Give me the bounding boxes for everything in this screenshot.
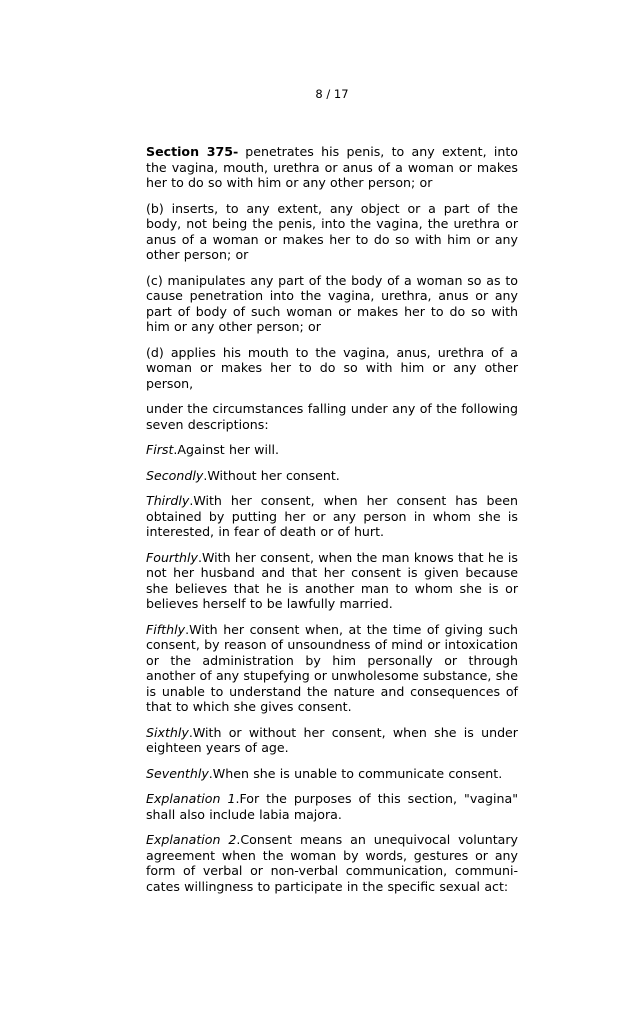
paragraph-clause-d [146,345,518,392]
paragraph-section-intro [146,144,518,191]
paragraph-lead: Fourthly [146,549,198,565]
paragraph-text: .With her consent, when her consent has been obtained by putting her or any person in whom she is interested, in fear of death or of hurt. [146,493,518,539]
page-number: 8 / 17 [315,87,349,101]
paragraph-fourthly [146,550,518,612]
paragraph-text: (b) inserts, to any extent, any object or a part of the body, not being the penis, into the vagina, the urethra or anus of a woman or makes her to do so with him or any other person; or [146,200,518,262]
paragraph-first [146,442,518,458]
paragraph-text: .Against her will. [173,442,279,457]
paragraph-text: .With or without her consent, when she is under eighteen years of age. [146,724,518,755]
paragraph-explanation-1 [146,791,518,822]
paragraph-text: (d) applies his mouth to the vagina, anus, urethra of a woman or makes her to do so with him or any other person, [146,344,518,391]
paragraph-text: .With her consent, when the man knows that he is not her husband and that her consent is given because she believes that he is another man to whom she is or believes herself to be lawfully married. [146,549,518,611]
paragraph-fifthly [146,622,518,715]
paragraph-explanation-2 [146,832,518,894]
paragraph-thirdly [146,493,518,540]
paragraph-clause-c [146,273,518,335]
paragraph-lead: Explanation 2 [146,832,237,847]
paragraph-lead: First [146,442,174,457]
paragraph-text: under the circumstances falling under any of the following seven descriptions: [146,401,518,432]
paragraph-sixthly [146,725,518,756]
paragraph-clause-b [146,201,518,263]
paragraph-circumstances [146,401,518,432]
paragraph-lead: Thirdly [146,493,190,508]
paragraph-text: .Without her consent. [203,467,340,483]
paragraph-lead: Explanation 1 [146,791,236,806]
paragraph-secondly [146,468,518,484]
paragraph-lead: Fifthly [146,621,186,637]
paragraph-text: .With her consent when, at the time of giving such consent, by reason of unsoundness of mind or intoxication or the administration by him personally or through another of any stupefying or unwholesome substance, she is unable to understand the nature and consequences of that to which she gives consent. [146,621,518,714]
paragraph-text: (c) manipulates any part of the body of a woman so as to cause penetration into the vagina, urethra, anus or any part of body of such woman or makes her to do so with him or any other person; or [146,272,518,334]
paragraph-lead: Seventhly [146,765,209,781]
paragraph-text: .For the purposes of this section, "vagina" shall also include labia majora. [146,791,518,822]
document-content [146,144,518,894]
paragraph-text: penetrates his penis, to any extent, into the vagina, mouth, urethra or anus of a woman or makes her to do so with him or any other person; or [146,144,519,190]
paragraph-text: .When she is unable to communicate consent. [208,765,503,781]
paragraph-seventhly [146,766,518,782]
paragraph-lead: Secondly [146,467,204,483]
paragraph-lead: Sixthly [146,724,189,740]
paragraph-text: .Consent means an unequivocal voluntary agreement when the woman by words, gestures or any form of verbal or non-verbal communication, communicates willingness to participate in the specific sexual act: [146,832,518,894]
section-heading: Section 375- [146,144,239,159]
